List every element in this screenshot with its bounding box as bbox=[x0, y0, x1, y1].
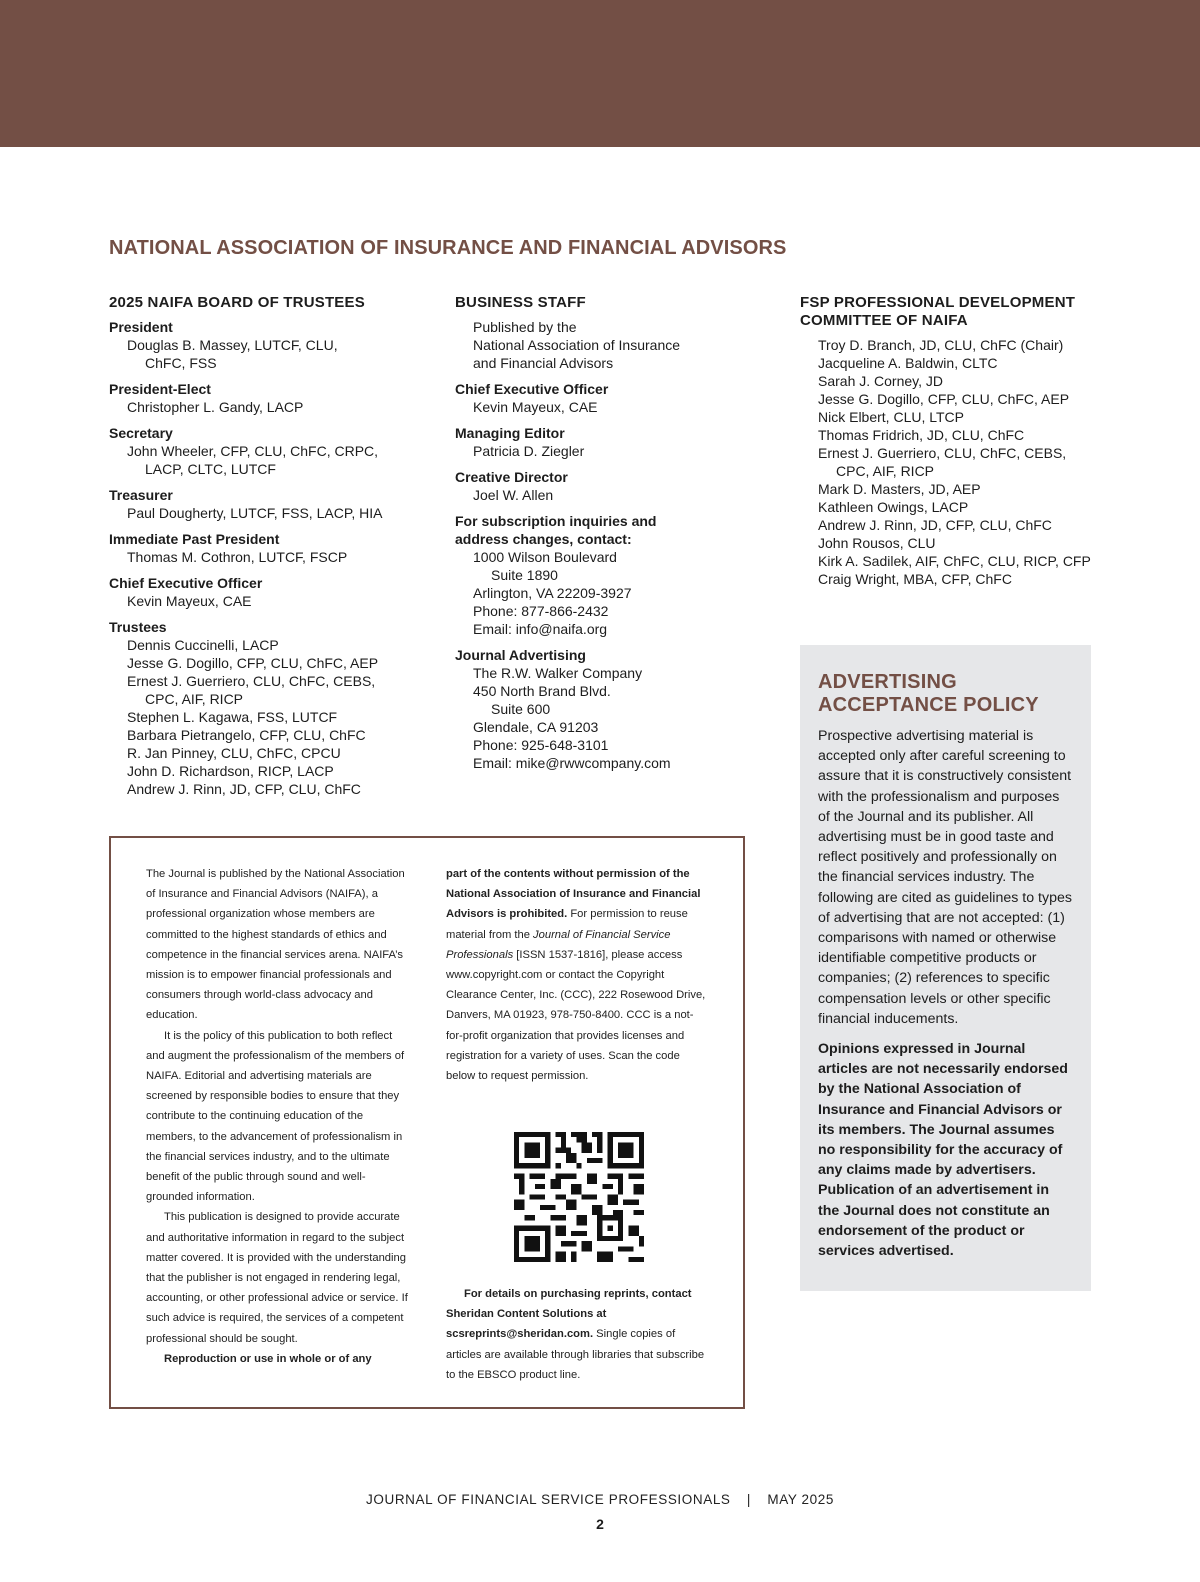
past-president-role: Immediate Past President bbox=[109, 531, 280, 547]
reproduction-notice-end: part of the contents without permission of the National Association of Insurance and Financial Advisors is prohibited. bbox=[446, 868, 701, 921]
policy-title-line: ADVERTISING bbox=[818, 671, 957, 693]
president-name: Douglas B. Massey, LUTCF, CLU, bbox=[127, 337, 338, 353]
advertising-address: Glendale, CA 91203 bbox=[473, 719, 599, 735]
trustee-name: Jesse G. Dogillo, CFP, CLU, ChFC, AEP bbox=[127, 655, 379, 671]
publisher-line: National Association of Insurance bbox=[473, 337, 681, 353]
past-president-name: Thomas M. Cothron, LUTCF, FSCP bbox=[127, 549, 348, 565]
policy-body: Prospective advertising material is accepted only after careful screening to assure that it is constructively consistent with the professionalism and purposes of the Journal and its publisher. All advertising must be in good taste and reflect positively and professionally on the financial services industry. The following are cited as guidelines to types of advertising that are not accepted: (1) comparisons with named or otherwise identifiable competitive products or companies; (2) references to specific compensation levels or other specific financial inducements. bbox=[818, 728, 1072, 1027]
trustee-name: Dennis Cuccinelli, LACP bbox=[127, 637, 279, 653]
subscription-role-cont: address changes, contact: bbox=[455, 531, 632, 547]
advertising-company: The R.W. Walker Company bbox=[473, 665, 643, 681]
advertising-role: Journal Advertising bbox=[455, 647, 586, 663]
creative-name: Joel W. Allen bbox=[473, 487, 554, 503]
trustee-name: Ernest J. Guerriero, CLU, ChFC, CEBS, bbox=[127, 673, 376, 689]
committee-member: Sarah J. Corney, JD bbox=[818, 373, 944, 389]
committee-member: Nick Elbert, CLU, LTCP bbox=[818, 409, 964, 425]
trustees-role: Trustees bbox=[109, 619, 167, 635]
footer-separator: | bbox=[746, 1492, 752, 1507]
page-number: 2 bbox=[596, 1516, 604, 1532]
committee-heading: FSP PROFESSIONAL DEVELOPMENT bbox=[800, 294, 1076, 311]
permission-text: For permission to reuse material from the bbox=[446, 908, 688, 941]
president-name-cont: ChFC, FSS bbox=[145, 355, 217, 371]
publication-notes-box bbox=[109, 836, 745, 1409]
page-footer bbox=[0, 1492, 1200, 1507]
staff-ceo-name: Kevin Mayeux, CAE bbox=[473, 399, 598, 415]
trustee-name: R. Jan Pinney, CLU, ChFC, CPCU bbox=[127, 745, 341, 761]
treasurer-name: Paul Dougherty, LUTCF, FSS, LACP, HIA bbox=[127, 505, 383, 521]
committee-member: Kathleen Owings, LACP bbox=[818, 499, 969, 515]
committee-member-cont: CPC, AIF, RICP bbox=[836, 463, 935, 479]
committee-member: Mark D. Masters, JD, AEP bbox=[818, 481, 981, 497]
permission-paragraph bbox=[446, 864, 710, 1086]
reprints-text: Single copies of articles are available through libraries that subscribe to the EBSCO product line. bbox=[446, 1328, 705, 1381]
advertising-phone: Phone: 925-648-3101 bbox=[473, 737, 609, 753]
board-of-trustees bbox=[109, 294, 429, 798]
top-color-band bbox=[0, 0, 1200, 147]
editor-name: Patricia D. Ziegler bbox=[473, 443, 585, 459]
board-ceo-role: Chief Executive Officer bbox=[109, 575, 263, 591]
advertising-address: 450 North Brand Blvd. bbox=[473, 683, 611, 699]
publisher-line: Published by the bbox=[473, 319, 577, 335]
editor-role: Managing Editor bbox=[455, 425, 565, 441]
permission-text-cont: [ISSN 1537-1816], please access www.copyright.com or contact the Copyright Clearance Center, Inc. (CCC), 222 Rosewood Drive, Danvers, MA 01923, 978-750-8400. CCC is a not-for-profit organization that provides licenses and registration for a variety of uses. Scan the code below to request permission. bbox=[446, 948, 706, 1083]
advertising-policy-panel bbox=[800, 645, 1091, 1291]
secretary-role: Secretary bbox=[109, 425, 173, 441]
subscription-address: 1000 Wilson Boulevard bbox=[473, 549, 617, 565]
secretary-name: John Wheeler, CFP, CLU, ChFC, CRPC, bbox=[127, 443, 379, 459]
policy-title bbox=[818, 671, 1073, 717]
committee-member: Ernest J. Guerriero, CLU, ChFC, CEBS, bbox=[818, 445, 1067, 461]
committee-member: Craig Wright, MBA, CFP, ChFC bbox=[818, 571, 1012, 587]
trustee-name-cont: CPC, AIF, RICP bbox=[145, 691, 244, 707]
subscription-address: Suite 1890 bbox=[491, 567, 558, 583]
committee-member: Thomas Fridrich, JD, CLU, ChFC bbox=[818, 427, 1025, 443]
trustee-name: Andrew J. Rinn, JD, CFP, CLU, ChFC bbox=[127, 781, 361, 797]
committee-member: Kirk A. Sadilek, AIF, ChFC, CLU, RICP, CFP bbox=[818, 553, 1091, 569]
subscription-address: Arlington, VA 22209-3927 bbox=[473, 585, 632, 601]
policy-disclaimer: Opinions expressed in Journal articles are not necessarily endorsed by the National Association of Insurance and Financial Advisors or its members. The Journal assumes no responsibility for the accuracy of any claims made by advertisers. Publication of an advertisement in the Journal does not constitute an endorsement of the product or services advertised. bbox=[818, 1041, 1068, 1260]
treasurer-role: Treasurer bbox=[109, 487, 173, 503]
notes-paragraph: The Journal is published by the National Association of Insurance and Financial Advisors (NAIFA), a professional organization whose members are committed to the highest standards of ethics and competence in the financial services arena. NAIFA’s mission is to empower financial professionals and consumers through world-class advocacy and education. bbox=[146, 868, 405, 1022]
president-elect-name: Christopher L. Gandy, LACP bbox=[127, 399, 304, 415]
president-elect-role: President-Elect bbox=[109, 381, 211, 397]
secretary-name-cont: LACP, CLTC, LUTCF bbox=[145, 461, 276, 477]
notes-paragraph: It is the policy of this publication to both reflect and augment the professionalism of the members of NAIFA. Editorial and advertising materials are screened by responsible bodies to ensure that they contribute to the continuing education of the members, to the advancement of professionalism in the financial services industry, and to the ultimate benefit of the public through sound and well-grounded information. bbox=[146, 1029, 405, 1204]
subscription-phone: Phone: 877-866-2432 bbox=[473, 603, 609, 619]
board-ceo-name: Kevin Mayeux, CAE bbox=[127, 593, 252, 609]
trustee-name: John D. Richardson, RICP, LACP bbox=[127, 763, 334, 779]
journal-title: JOURNAL OF FINANCIAL SERVICE PROFESSIONALS bbox=[366, 1492, 731, 1507]
issue-date: MAY 2025 bbox=[767, 1492, 834, 1507]
org-title: NATIONAL ASSOCIATION OF INSURANCE AND FINANCIAL ADVISORS bbox=[109, 237, 787, 259]
board-heading: 2025 NAIFA BOARD OF TRUSTEES bbox=[109, 294, 365, 311]
staff-ceo-role: Chief Executive Officer bbox=[455, 381, 609, 397]
notes-left-column bbox=[146, 864, 410, 1369]
committee-heading-cont: COMMITTEE OF NAIFA bbox=[800, 312, 968, 329]
president-role: President bbox=[109, 319, 173, 335]
notes-right-column bbox=[446, 864, 710, 1086]
business-staff bbox=[455, 294, 755, 772]
qr-code[interactable] bbox=[514, 1132, 644, 1262]
committee-member: Jesse G. Dogillo, CFP, CLU, ChFC, AEP bbox=[818, 391, 1070, 407]
committee-member: Jacqueline A. Baldwin, CLTC bbox=[818, 355, 998, 371]
subscription-email: Email: info@naifa.org bbox=[473, 621, 608, 637]
notes-paragraph: This publication is designed to provide accurate and authoritative information in regard to the subject matter covered. It is provided with the understanding that the publisher is not engaged in rendering legal, accounting, or other professional advice or service. If such advice is required, the services of a competent professional should be sought. bbox=[146, 1211, 408, 1345]
subscription-role: For subscription inquiries and bbox=[455, 513, 657, 529]
journal-name: Journal of Financial Service Professionals bbox=[446, 928, 671, 961]
committee bbox=[800, 294, 1100, 588]
reproduction-notice-start: Reproduction or use in whole or of any bbox=[164, 1352, 372, 1365]
advertising-address: Suite 600 bbox=[491, 701, 551, 717]
reprints-note bbox=[446, 1284, 710, 1385]
trustee-name: Barbara Pietrangelo, CFP, CLU, ChFC bbox=[127, 727, 366, 743]
creative-role: Creative Director bbox=[455, 469, 568, 485]
committee-member: John Rousos, CLU bbox=[818, 535, 936, 551]
committee-member: Troy D. Branch, JD, CLU, ChFC (Chair) bbox=[818, 337, 1064, 353]
advertising-email: Email: mike@rwwcompany.com bbox=[473, 755, 671, 771]
policy-title-line: ACCEPTANCE POLICY bbox=[818, 694, 1039, 716]
reprints-contact: For details on purchasing reprints, contact Sheridan Content Solutions at scsreprints@sheridan.com. bbox=[446, 1288, 692, 1341]
committee-member: Andrew J. Rinn, JD, CFP, CLU, ChFC bbox=[818, 517, 1052, 533]
staff-heading: BUSINESS STAFF bbox=[455, 294, 586, 311]
trustee-name: Stephen L. Kagawa, FSS, LUTCF bbox=[127, 709, 338, 725]
publisher-line: and Financial Advisors bbox=[473, 355, 614, 371]
